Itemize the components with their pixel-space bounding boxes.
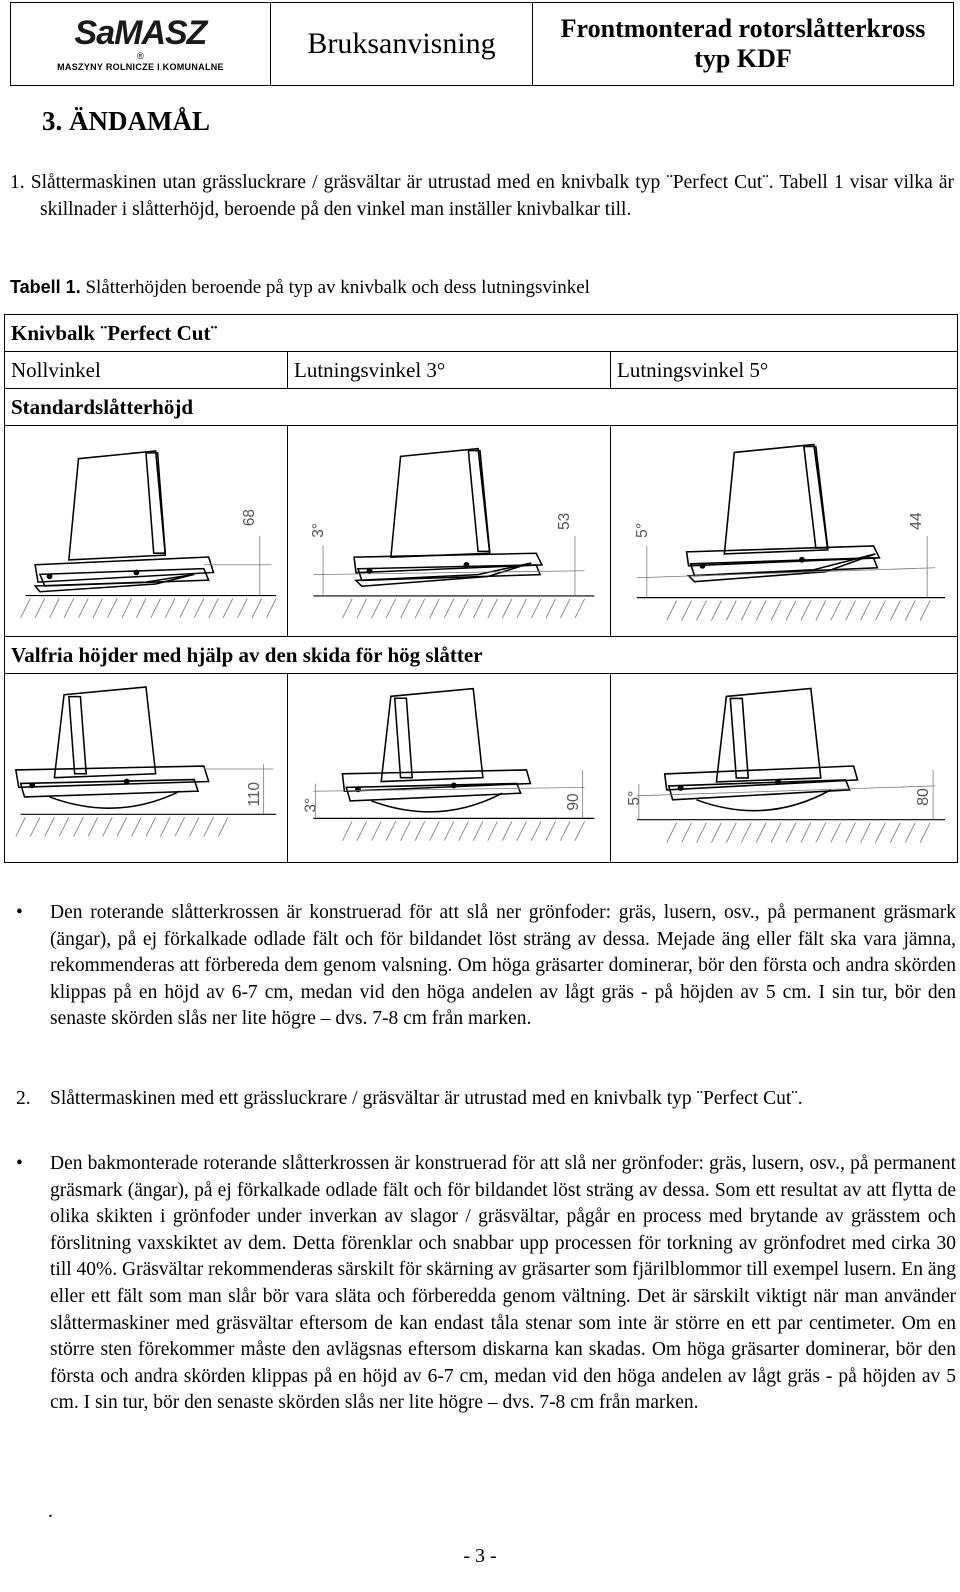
standard-height-title: Standardslåtterhöjd — [5, 389, 958, 426]
optional-height-title: Valfria höjder med hjälp av den skida för hög slåtter — [5, 637, 958, 674]
angle-three: Lutningsvinkel 3° — [288, 352, 611, 389]
mower-diagram-icon — [11, 426, 281, 636]
optional-figure-three — [288, 674, 611, 863]
bullet-text: Den roterande slåtterkrossen är konstruerad för att slå ner grönfoder: gräs, lusern, osv., på permanent gräsmark (ängar), på ej förkalkade odlade fält och för bildandet löst sträng av dessa. Mejade äng eller fält ska vara jämna, rekommenderas att förbereda dem genom valsning. Om höga gräsarter dominerar, bör den första och andra skörden klippas på en höjd av 6-7 cm, medan vid den höga andelen av lågt gräs - på höjden av 5 cm. I sin tur, bör den senaste skörden slås ner lite högre – dvs. 7-8 cm från marken. — [50, 902, 956, 1030]
dim-label: 80 — [915, 788, 933, 806]
mower-diagram-icon — [617, 426, 951, 636]
page-header — [10, 2, 954, 86]
standard-figure-three — [288, 426, 611, 637]
page-number: - 3 - — [463, 1545, 497, 1567]
standard-figure-five — [611, 426, 958, 637]
bullet-text: Den bakmonterade roterande slåtterkrossen är konstruerad för att slå ner grönfoder: gräs, lusern, osv., på permanent gräsmark (ängar), på ej förkalkade odlade fält och för bildandet löst sträng av dessa. Som ett resultat av att flytta de olika skikten i grönfoder under inverkan av slagor / gräsvältar, pågår en process med brytande av grässtem och förslitning vaxskiktet av dem. Detta förenklar och snabbar upp processen för torkning av grönfodret med cirka 30 till 40%. Gräsvältar rekommenderas särskilt för skärning av gräsarter som fjärilblommor till exempel lusern. En äng eller ett fält som man slår bör vara släta och förberedda genom vältning. Det är särskilt viktigt när man använder slåttermaskiner med gräsvältar eftersom de kan endast tåla stenar som inte är större en ett par centimeter. Om en större sten förekommer måste den avlägsnas eftersom diskarna kan skadas. Om höga gräsarter dominerar, bör den första och andra skörden klippas på en höjd av 6-7 cm, medan vid den höga andelen av lågt gräs - på höjden av 5 cm. I sin tur, bör den senaste skörden slås ner lite högre – dvs. 7-8 cm från marken. — [50, 1153, 956, 1414]
angle-label: 3° — [302, 797, 320, 813]
logo — [11, 3, 271, 85]
dim-label: 44 — [908, 512, 926, 531]
bullet-icon: • — [16, 902, 23, 923]
mower-diagram-icon — [294, 426, 604, 636]
dim-label: 53 — [556, 512, 574, 531]
product-title-line1: Frontmonterad rotorslåtterkross — [560, 14, 926, 43]
table-caption — [10, 277, 590, 299]
mower-diagram-icon — [11, 674, 281, 862]
angle-label: 5° — [625, 790, 643, 806]
angle-zero: Nollvinkel — [5, 352, 288, 389]
bullet-paragraph-2 — [10, 1151, 956, 1417]
logo-subtitle: MASZYNY ROLNICZE I KOMUNALNE — [57, 62, 224, 72]
table-caption-text: Slåtterhöjden beroende på typ av knivbalk och dess lutningsvinkel — [80, 277, 590, 298]
logo-registered-mark: ® — [137, 51, 144, 61]
product-title-line2: typ KDF — [694, 44, 792, 73]
section-title: 3. ÄNDAMÅL — [42, 106, 210, 136]
angle-five: Lutningsvinkel 5° — [611, 352, 958, 389]
dim-label: 68 — [241, 509, 258, 527]
item-text: Slåttermaskinen med ett grässluckrare / gräsvältar är utrustad med en knivbalk typ ¨Perfect Cut¨. — [50, 1088, 803, 1109]
mower-diagram-icon — [617, 674, 951, 862]
logo-wordmark: SaMASZ — [74, 14, 207, 52]
product-title — [533, 3, 953, 85]
trailing-dot: . — [48, 1500, 53, 1522]
optional-figure-five — [611, 674, 958, 863]
angle-label: 5° — [633, 522, 651, 538]
dim-label: 110 — [245, 782, 263, 807]
knife-title: Knivbalk ¨Perfect Cut¨ — [5, 315, 958, 352]
optional-figure-zero — [5, 674, 288, 863]
numbered-item-2 — [10, 1086, 956, 1113]
table-caption-label: Tabell 1. — [10, 277, 81, 297]
knife-table — [4, 314, 958, 863]
mower-diagram-icon — [294, 674, 604, 862]
item-number: 2. — [16, 1088, 31, 1109]
bullet-icon: • — [16, 1153, 23, 1174]
angle-label: 3° — [310, 522, 328, 538]
bullet-paragraph-1 — [10, 900, 956, 1033]
document-title: Bruksanvisning — [271, 3, 533, 85]
standard-figure-zero — [5, 426, 288, 637]
intro-paragraph: 1. Slåttermaskinen utan grässluckrare / gräsvältar är utrustad med en knivbalk typ ¨Perfect Cut¨. Tabell 1 visar vilka är skillnader i slåtterhöjd, beroende på den vinkel man inställer knivbalkar till. — [10, 172, 954, 220]
dim-label: 90 — [564, 793, 582, 811]
